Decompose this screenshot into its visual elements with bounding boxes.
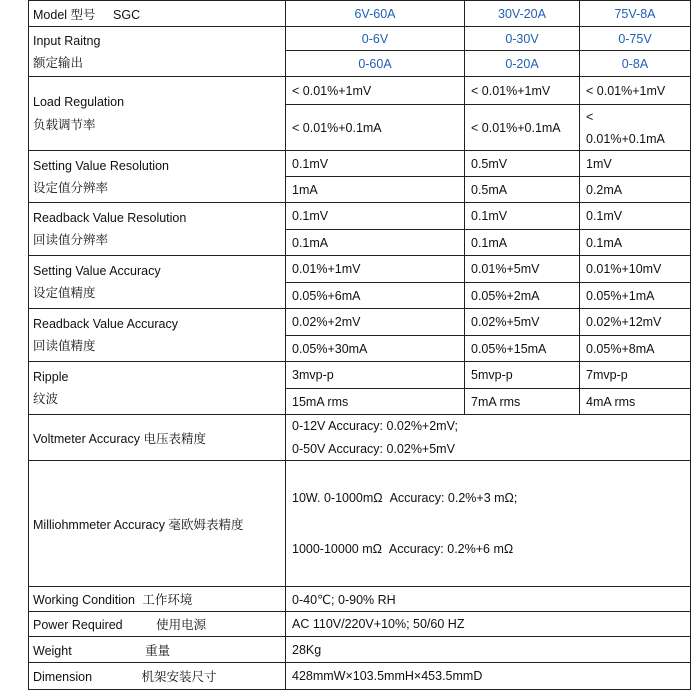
setting-accuracy-label [29, 256, 286, 309]
cell-value: 0.05%+8mA [580, 336, 691, 362]
readback-resolution-label [29, 203, 286, 256]
cell-value: 0.05%+6mA [286, 283, 465, 309]
cell-value: 0-6V [286, 27, 465, 51]
cell-value: 5mvp-p [465, 362, 580, 389]
cell-value: 0.05%+2mA [465, 283, 580, 309]
label-en: Dimension [33, 670, 93, 684]
label-cn: 设定值分辨率 [33, 180, 109, 195]
cell-line: 0-50V Accuracy: 0.02%+5mV [292, 442, 455, 456]
label-cn: 回读值精度 [33, 339, 96, 353]
label-en: Setting Value Accuracy [33, 264, 161, 278]
table-row [29, 663, 691, 690]
table-row [29, 587, 691, 612]
cell-value: < 0.01%+0.1mA [465, 105, 580, 151]
cell-value: 0.1mA [580, 230, 691, 256]
cell-value: 3mvp-p [286, 362, 465, 389]
cell-value: 0-8A [580, 51, 691, 77]
dimension-value: 428mmW×103.5mmH×453.5mmD [286, 663, 691, 690]
cell-line: 0.01%+0.1mA [586, 131, 665, 146]
cell-value: 0.05%+15mA [465, 336, 580, 362]
table-row [29, 637, 691, 663]
model-label-cell [29, 1, 286, 27]
cell-value: 0-20A [465, 51, 580, 77]
cell-value: 0.01%+5mV [465, 256, 580, 283]
weight-label [29, 637, 286, 663]
cell-value: 1mA [286, 177, 465, 203]
spec-table [28, 0, 691, 690]
cell-value: 0.02%+5mV [465, 309, 580, 336]
cell-value: 0.1mV [465, 203, 580, 230]
label-en: Load Regulation [33, 95, 125, 109]
cell-value: 0.02%+12mV [580, 309, 691, 336]
label-en: Setting Value Resolution [33, 158, 169, 173]
cell-value: 0.2mA [580, 177, 691, 203]
cell-value: 0.5mA [465, 177, 580, 203]
model-header-1: 6V-60A [286, 1, 465, 27]
cell-value: 0-30V [465, 27, 580, 51]
header-row [29, 1, 691, 27]
cell-value: 0.1mV [580, 203, 691, 230]
cell-line: 1000-10000 mΩ Accuracy: 0.2%+6 mΩ [292, 542, 514, 556]
load-regulation-label [29, 77, 286, 151]
label-cn: 设定值精度 [33, 286, 96, 300]
model-label: Model 型号 [33, 7, 96, 22]
cell-value: 0.05%+30mA [286, 336, 465, 362]
cell-value: 7mvp-p [580, 362, 691, 389]
label-cn: 使用电源 [156, 618, 207, 632]
cell-value: < 0.01%+0.1mA [286, 105, 465, 151]
label-en: Readback Value Resolution [33, 211, 187, 225]
cell-value: 7mA rms [465, 389, 580, 415]
cell-value: 0-75V [580, 27, 691, 51]
working-condition-value: 0-40℃; 0-90% RH [286, 587, 691, 612]
cell-value: 0.1mA [286, 230, 465, 256]
cell-line: 0-12V Accuracy: 0.02%+2mV; [292, 419, 458, 433]
model-header-3: 75V-8A [580, 1, 691, 27]
input-rating-label [29, 27, 286, 77]
cell-value: < 0.01%+1mV [465, 77, 580, 105]
ripple-label [29, 362, 286, 415]
label-cn: 工作环境 [142, 593, 193, 607]
table-row [29, 461, 691, 587]
cell-line: 10W. 0-1000mΩ Accuracy: 0.2%+3 mΩ; [292, 491, 518, 505]
cell-value: 0-60A [286, 51, 465, 77]
table-row [29, 256, 691, 283]
cell-value: 0.1mV [286, 151, 465, 177]
series-name: SGC [113, 7, 141, 22]
label-en: Readback Value Accuracy [33, 317, 178, 331]
label-cn: 机架安装尺寸 [141, 670, 217, 684]
model-header-2: 30V-20A [465, 1, 580, 27]
dimension-label [29, 663, 286, 690]
cell-value: 0.02%+2mV [286, 309, 465, 336]
label-en: Input Raitng [33, 33, 101, 48]
table-row [29, 203, 691, 230]
label-cn: 额定输出 [33, 55, 84, 70]
label-en: Power Required [33, 618, 123, 632]
label-cn: 重量 [145, 643, 171, 658]
label-cn: 纹波 [33, 392, 59, 406]
table-row [29, 77, 691, 105]
cell-value [580, 105, 691, 151]
table-row [29, 309, 691, 336]
cell-value: 4mA rms [580, 389, 691, 415]
voltmeter-label: Voltmeter Accuracy 电压表精度 [29, 415, 286, 461]
label-cn: 负载调节率 [33, 118, 96, 132]
cell-value: 0.01%+10mV [580, 256, 691, 283]
cell-value: < 0.01%+1mV [286, 77, 465, 105]
label-cn: 回读值分辨率 [33, 233, 109, 247]
cell-value: 0.1mV [286, 203, 465, 230]
power-required-value: AC 110V/220V+10%; 50/60 HZ [286, 612, 691, 637]
cell-value: 1mV [580, 151, 691, 177]
table-row [29, 362, 691, 389]
voltmeter-value [286, 415, 691, 461]
setting-resolution-label [29, 151, 286, 203]
table-row [29, 612, 691, 637]
label-en: Ripple [33, 370, 69, 384]
table-row [29, 415, 691, 461]
power-required-label [29, 612, 286, 637]
milliohmmeter-label: Milliohmmeter Accuracy 毫欧姆表精度 [29, 461, 286, 587]
label-en: Working Condition [33, 593, 135, 607]
readback-accuracy-label [29, 309, 286, 362]
working-condition-label [29, 587, 286, 612]
milliohmmeter-value [286, 461, 691, 587]
cell-value: 0.01%+1mV [286, 256, 465, 283]
cell-value: 15mA rms [286, 389, 465, 415]
cell-value: 0.5mV [465, 151, 580, 177]
cell-value: < 0.01%+1mV [580, 77, 691, 105]
cell-line: < [586, 109, 594, 124]
label-en: Weight [33, 643, 72, 658]
table-row [29, 27, 691, 51]
cell-value: 0.1mA [465, 230, 580, 256]
table-row [29, 151, 691, 177]
cell-value: 0.05%+1mA [580, 283, 691, 309]
weight-value: 28Kg [286, 637, 691, 663]
